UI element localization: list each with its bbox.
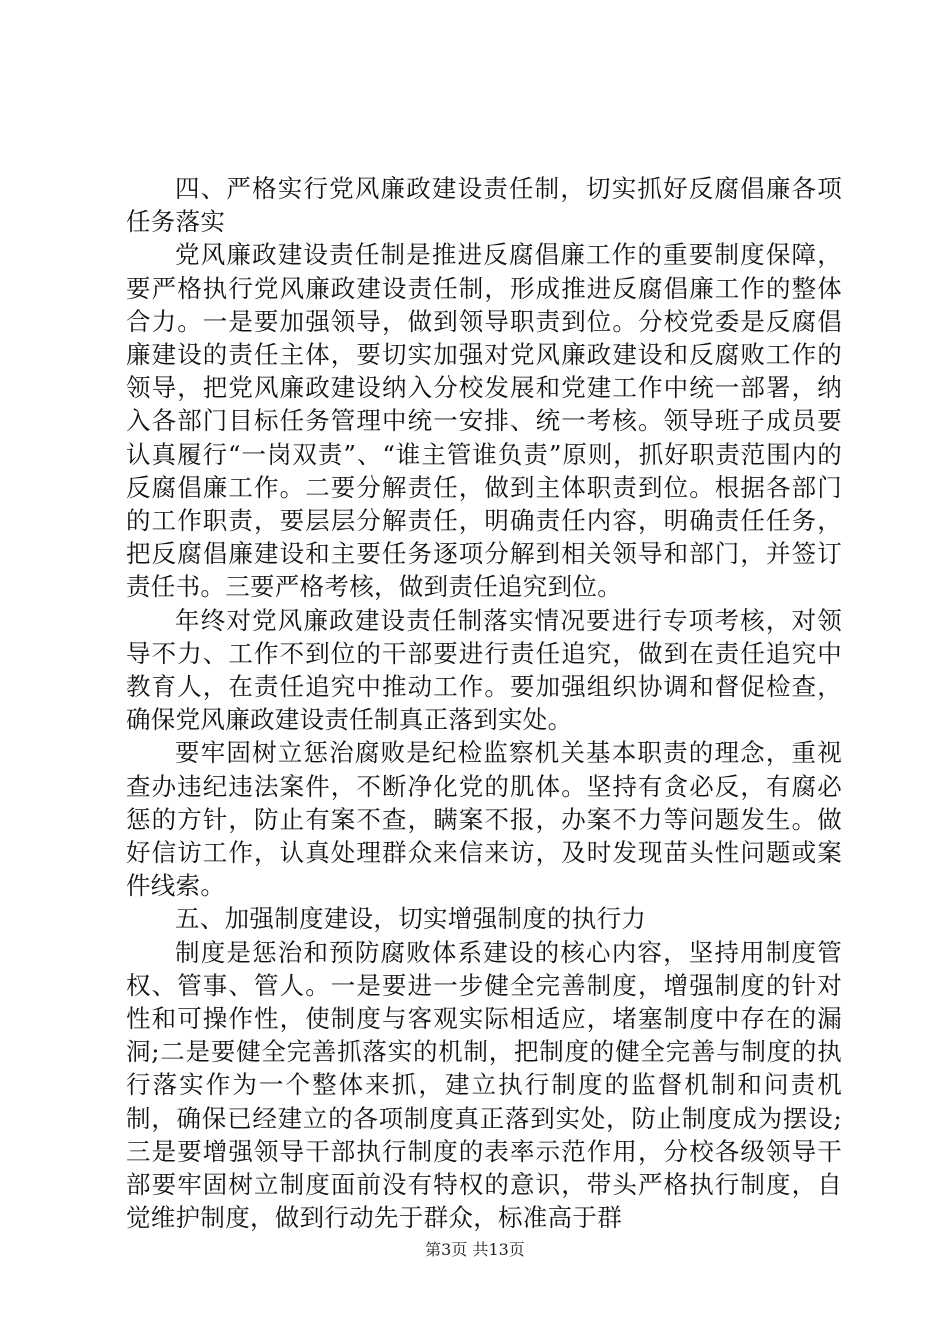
paragraph-annual-assessment: 年终对党风廉政建设责任制落实情况要进行专项考核，对领导不力、工作不到位的干部要进行责任追究，做到在责任追究中教育人，在责任追究中推动工作。要加强组织协调和督促检查，确保党风廉政建设责任制真正落到实处。 bbox=[126, 605, 842, 735]
document-body bbox=[126, 172, 842, 1235]
section-heading-four: 四、严格实行党风廉政建设责任制，切实抓好反腐倡廉各项任务落实 bbox=[126, 174, 842, 237]
section-heading-five: 五、加强制度建设，切实增强制度的执行力 bbox=[175, 904, 647, 934]
paragraph-case-investigation: 要牢固树立惩治腐败是纪检监察机关基本职责的理念，重视查办违纪违法案件，不断净化党的肌体。坚持有贪必反，有腐必惩的方针，防止有案不查，瞒案不报，办案不力等问题发生。做好信访工作，认真处理群众来信来访，及时发现苗头性问题或案件线索。 bbox=[126, 738, 842, 901]
paragraph-institution-building: 制度是惩治和预防腐败体系建设的核心内容，坚持用制度管权、管事、管人。一是要进一步健全完善制度，增强制度的针对性和可操作性，使制度与客观实际相适应，堵塞制度中存在的漏洞;二是要健全完善抓落实的机制，把制度的健全完善与制度的执行落实作为一个整体来抓，建立执行制度的监督机制和问责机制，确保已经建立的各项制度真正落到实处，防止制度成为摆设;三是要增强领导干部执行制度的表率示范作用，分校各级领导干部要牢固树立制度面前没有特权的意识，带头严格执行制度，自觉维护制度，做到行动先于群众，标准高于群 bbox=[126, 937, 842, 1233]
page-number-footer: 第3页 共13页 bbox=[425, 1240, 525, 1259]
paragraph-responsibility-system: 党风廉政建设责任制是推进反腐倡廉工作的重要制度保障，要严格执行党风廉政建设责任制，形成推进反腐倡廉工作的整体合力。一是要加强领导，做到领导职责到位。分校党委是反腐倡廉建设的责任主体，要切实加强对党风廉政建设和反腐败工作的领导，把党风廉政建设纳入分校发展和党建工作中统一部署，纳入各部门目标任务管理中统一安排、统一考核。领导班子成员要认真履行“一岗双责”、“谁主管谁负责”原则，抓好职责范围内的反腐倡廉工作。二要分解责任，做到主体职责到位。根据各部门的工作职责，要层层分解责任，明确责任内容，明确责任任务，把反腐倡廉建设和主要任务逐项分解到相关领导和部门，并签订责任书。三要严格考核，做到责任追究到位。 bbox=[126, 240, 842, 602]
